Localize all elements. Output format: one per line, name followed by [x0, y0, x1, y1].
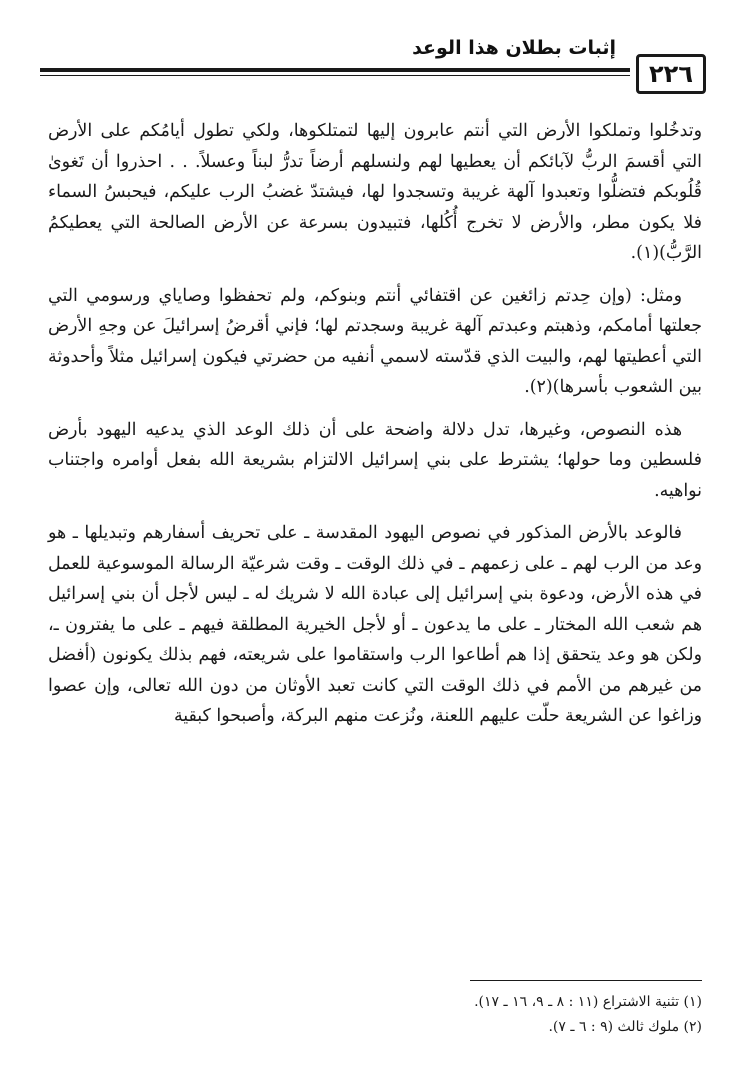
paragraph-quote-1: وتدخُلوا وتملكوا الأرض التي أنتم عابرون إليها لتمتلكوها، ولكي تطول أيامُكم على الأرض التي أقسمَ الربُّ لآبائكم أن يعطيها لهم ولنسلهم أرضاً تدرُّ لبناً وعسلاً. . . احذروا أن تَغوىٰ قُلُوبكم فتضلُّوا وتعبدوا آلهة غريبة وتسجدوا لها، فيشتدّ غضبُ الرب عليكم، فيحبسُ السماء فلا يكون مطر، والأرض لا تخرج أُكُلها، فتبيدون بسرعة عن الأرض الصالحة التي يعطيكمُ الرَّبُّ)(١). [48, 121, 702, 263]
paragraph-argument: فالوعد بالأرض المذكور في نصوص اليهود المقدسة ـ على تحريف أسفارهم وتبديلها ـ هو وعد من الرب لهم ـ على زعمهم ـ في ذلك الوقت ـ وقت شرعيّة الرسالة الموسوعية للعمل في هذه الأرض، ودعوة بني إسرائيل إلى عبادة الله لا شريك له ـ ليس لأجل أن بني إسرائيل هم شعب الله المختار ـ على ما يدعون ـ أو لأجل الخيرية المطلقة فيهم ـ على ما يفترون ـ، ولكن هو وعد يتحقق إذا هم أطاعوا الرب واستقاموا على شريعته، فهم بذلك يكونون (أفضل من غيرهم من الأمم في ذلك الوقت التي كانت تعبد الأوثان من دون الله تعالى، وإن عصوا وزاغوا عن الشريعة حلّت عليهم اللعنة، ونُزعت منهم البركة، وأصبحوا كبقية [48, 523, 702, 726]
footnote-1: (١) تثنية الاشتراع (١١ : ٨ ـ ٩، ١٦ ـ ١٧). [474, 994, 702, 1010]
paragraph-quote-2: ومثل: (وإن حِدتم زائغين عن اقتفائي أنتم وبنوكم، ولم تحفظوا وصاياي ورسومي التي جعلتها أمامكم، وذهبتم وعبدتم آلهة غريبة وسجدتم لها؛ فإني أقرضُ إسرائيلَ عن وجهِ الأرض التي أعطيتها لهم، والبيت الذي قدّسته لاسمي أنفيه من حضرتي فيكون إسرائيل مثلاً وأحدوثة بين الشعوب بأسرها)(٢). [48, 285, 702, 397]
footnotes [48, 990, 702, 1040]
paragraph-commentary: هذه النصوص، وغيرها، تدل دلالة واضحة على أن ذلك الوعد الذي يدعيه اليهود بأرض فلسطين وما حولها؛ يشترط على بني إسرائيل الالتزام بشريعة الله بفعل أوامره واجتناب نواهيه. [48, 419, 702, 501]
page-header [40, 30, 706, 102]
footnote-divider [470, 980, 702, 981]
main-text [48, 116, 702, 744]
header-rule-thick [40, 68, 630, 72]
page-number: ٢٢٦ [636, 54, 706, 94]
header-rule-thin [40, 75, 630, 76]
running-title: إثبات بطلان هذا الوعد [412, 37, 616, 59]
footnote-2: (٢) ملوك ثالث (٩ : ٦ ـ ٧). [548, 1019, 702, 1035]
